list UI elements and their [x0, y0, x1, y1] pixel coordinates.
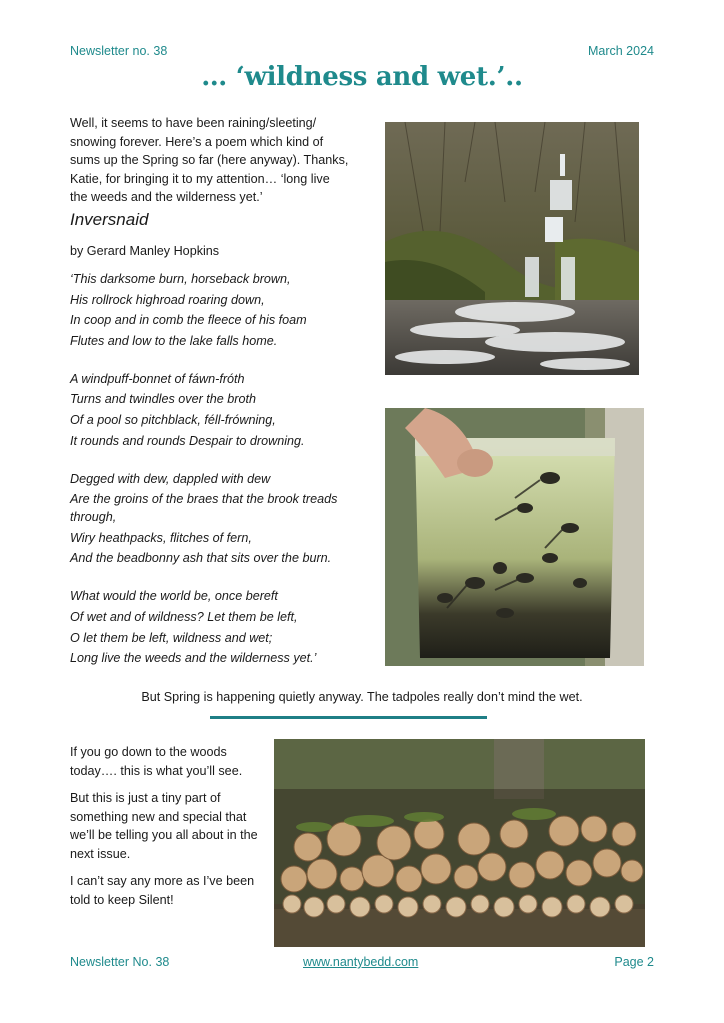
- poem-line: A windpuff-bonnet of fáwn-fróth: [70, 371, 245, 386]
- intro-paragraph: Well, it seems to have been raining/sleeting/ snowing forever. Here’s a poem which kind of sums up the Spring so far (here anyway). Thanks, Katie, for bringing it to my attention… ‘long live the weeds and the wilderness yet.’: [70, 116, 349, 204]
- footer-page-number: Page 2: [614, 955, 654, 969]
- poem-line: Are the groins of the braes that the brook treads through,: [70, 492, 338, 525]
- poem-line: Of wet and of wildness? Let them be left,: [70, 609, 298, 624]
- poem-byline: by Gerard Manley Hopkins: [70, 244, 220, 258]
- poem-line: O let them be left, wildness and wet;: [70, 630, 273, 645]
- woods-paragraph: If you go down to the woods today…. this is what you’ll see.: [70, 745, 243, 778]
- section-divider: [210, 716, 487, 719]
- poem-stanza: [70, 270, 370, 350]
- waterfall-photo: [385, 122, 639, 375]
- poem-line: And the beadbonny ash that sits over the burn.: [70, 551, 332, 566]
- header-newsletter-number: Newsletter no. 38: [70, 44, 168, 58]
- footer-website-link[interactable]: [303, 955, 418, 969]
- website-link[interactable]: www.nantybedd.com: [303, 955, 419, 969]
- poem-line: It rounds and rounds Despair to drowning.: [70, 433, 305, 448]
- poem-line: Of a pool so pitchblack, féll-frówning,: [70, 412, 276, 427]
- poem-line: In coop and in comb the fleece of his foam: [70, 313, 307, 328]
- poem-line: His rollrock highroad roaring down,: [70, 292, 265, 307]
- poem-stanza: [70, 587, 370, 667]
- woods-text: [70, 743, 266, 918]
- woods-paragraph: I can’t say any more as I’ve been told to keep Silent!: [70, 874, 255, 907]
- footer-newsletter-number: Newsletter No. 38: [70, 955, 170, 969]
- poem-line: Turns and twindles over the broth: [70, 392, 256, 407]
- page-title: … ‘wildness and wet.’..: [201, 62, 523, 92]
- poem-title: Inversnaid: [70, 210, 149, 229]
- poem-line: Degged with dew, dappled with dew: [70, 471, 271, 486]
- poem-line: Long live the weeds and the wilderness yet.’: [70, 651, 317, 666]
- poem-line: Flutes and low to the lake falls home.: [70, 333, 278, 348]
- poem-line: What would the world be, once bereft: [70, 589, 278, 604]
- tadpole-jar-photo: [385, 408, 644, 666]
- poem-stanza: [70, 370, 370, 450]
- woods-paragraph: But this is just a tiny part of something new and special that we’ll be telling you all about in the next issue.: [70, 791, 258, 861]
- poem-line: ‘This darksome burn, horseback brown,: [70, 272, 291, 286]
- poem-stanza: [70, 470, 370, 568]
- log-pile-photo: [274, 739, 645, 947]
- poem-line: Wiry heathpacks, flitches of fern,: [70, 530, 252, 545]
- poem-body: [70, 270, 370, 687]
- header-date: March 2024: [587, 44, 654, 58]
- photo-caption: But Spring is happening quietly anyway. The tadpoles really don’t mind the wet.: [141, 690, 583, 704]
